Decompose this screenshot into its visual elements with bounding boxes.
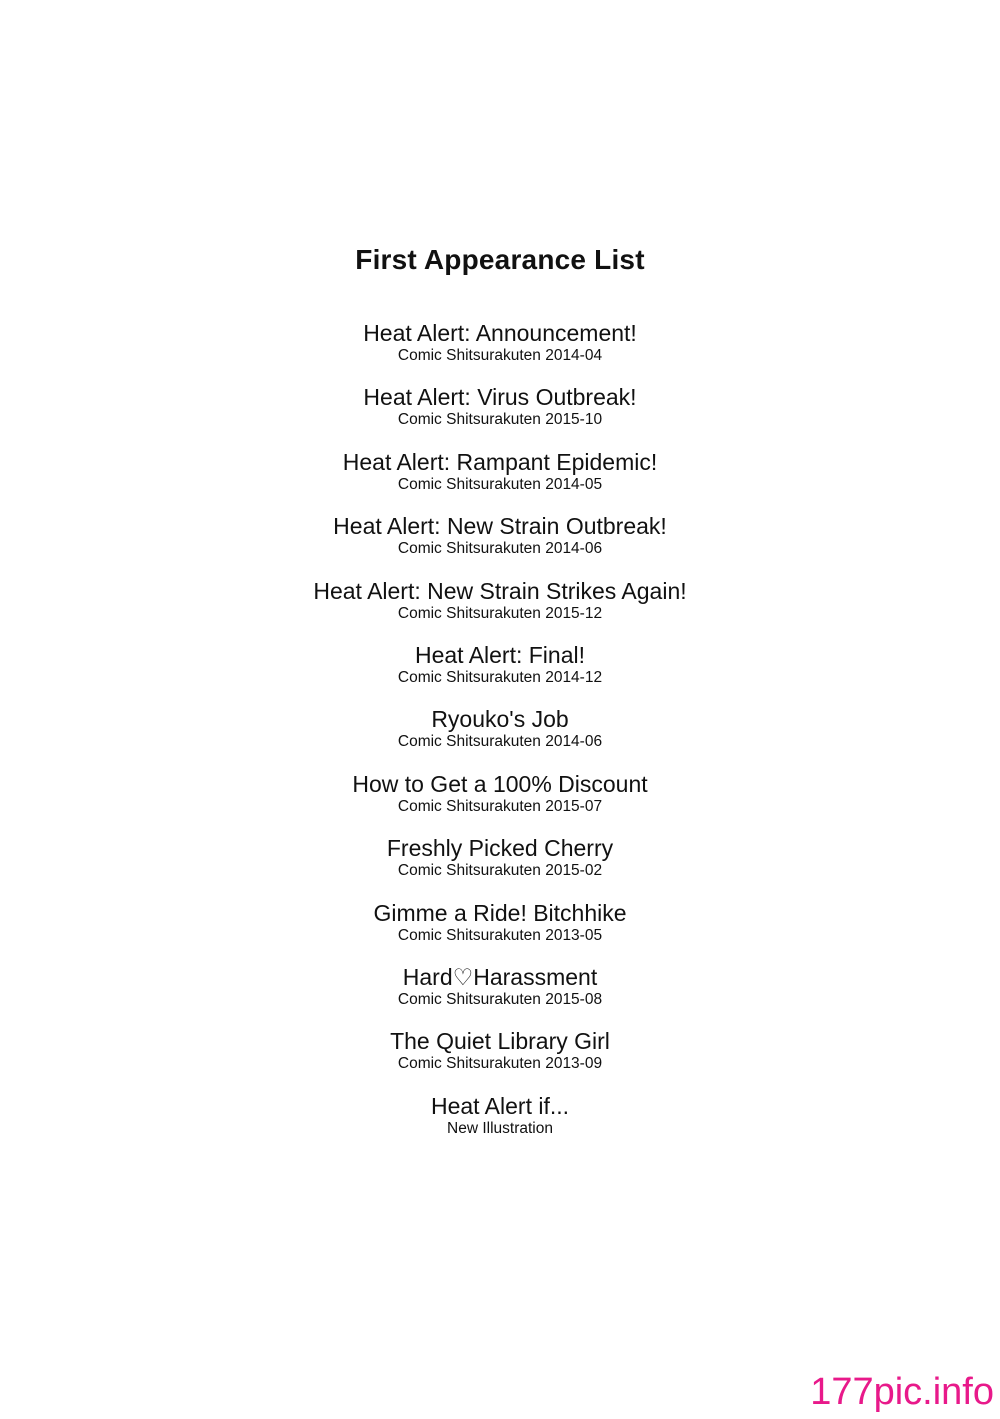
list-item <box>0 640 1000 704</box>
list-item <box>0 704 1000 768</box>
list-item <box>0 382 1000 446</box>
entry-source: Comic Shitsurakuten 2013-05 <box>397 926 603 944</box>
entry-title: Hard♡Harassment <box>402 963 598 990</box>
list-item <box>0 576 1000 640</box>
entry-source: Comic Shitsurakuten 2014-05 <box>397 475 603 493</box>
page-title: First Appearance List <box>355 244 645 275</box>
list-item <box>0 318 1000 382</box>
entry-title: Heat Alert: New Strain Outbreak! <box>333 513 667 540</box>
entry-source: Comic Shitsurakuten 2015-02 <box>397 862 603 880</box>
list-item <box>0 511 1000 575</box>
list-item <box>0 962 1000 1026</box>
entry-source: Comic Shitsurakuten 2015-07 <box>397 797 603 815</box>
entry-title: Heat Alert: Final! <box>414 641 586 668</box>
entry-title: The Quiet Library Girl <box>390 1028 610 1055</box>
entry-source: Comic Shitsurakuten 2014-06 <box>397 733 603 751</box>
entry-source: Comic Shitsurakuten 2014-12 <box>397 668 603 686</box>
list-item <box>0 769 1000 833</box>
list-item <box>0 833 1000 897</box>
entry-title: Heat Alert if... <box>430 1092 570 1119</box>
entry-source: Comic Shitsurakuten 2014-06 <box>397 540 603 558</box>
entry-title: Ryouko's Job <box>431 706 569 733</box>
entry-title: Freshly Picked Cherry <box>386 835 614 862</box>
entry-title: How to Get a 100% Discount <box>352 770 648 797</box>
entry-title: Gimme a Ride! Bitchhike <box>373 899 627 926</box>
watermark: 177pic.info <box>810 1371 994 1413</box>
list-item <box>0 1091 1000 1155</box>
appearance-list <box>0 318 1000 1155</box>
entry-source: Comic Shitsurakuten 2013-09 <box>397 1055 603 1073</box>
list-item <box>0 1026 1000 1090</box>
entry-source: Comic Shitsurakuten 2015-12 <box>397 604 603 622</box>
entry-source: New Illustration <box>447 1119 553 1137</box>
entry-title: Heat Alert: New Strain Strikes Again! <box>313 577 687 604</box>
entry-title: Heat Alert: Rampant Epidemic! <box>342 448 658 475</box>
entry-title: Heat Alert: Virus Outbreak! <box>363 384 637 411</box>
list-item <box>0 447 1000 511</box>
entry-source: Comic Shitsurakuten 2015-08 <box>397 990 603 1008</box>
entry-source: Comic Shitsurakuten 2015-10 <box>397 411 603 429</box>
entry-title: Heat Alert: Announcement! <box>363 320 637 346</box>
entry-source: Comic Shitsurakuten 2014-04 <box>397 347 603 364</box>
list-item <box>0 898 1000 962</box>
